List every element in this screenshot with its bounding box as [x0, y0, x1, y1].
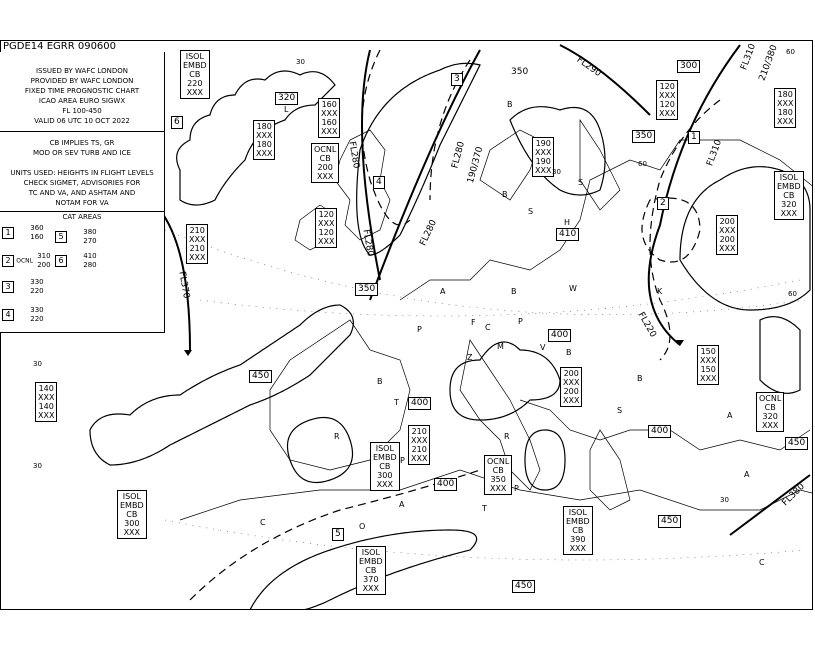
jet-label: 190/370 — [466, 145, 486, 185]
cb-label — [774, 171, 804, 220]
note-line: CHECK SIGMET, ADVISORIES FOR — [23, 179, 141, 187]
cat-top: 310 — [37, 252, 51, 260]
tropopause-height: 320 — [275, 92, 298, 105]
cb-type: CB — [572, 526, 584, 535]
cat-bottom: 280 — [83, 261, 97, 269]
cb-embd: EMBD — [777, 182, 801, 191]
city-marker: B — [377, 377, 383, 386]
turb-base: XXX — [535, 148, 552, 157]
cat-num: 3 — [2, 281, 14, 293]
turb-label — [318, 98, 340, 138]
note-line: CB IMPLIES TS, GR — [49, 139, 115, 147]
cat-top: 380 — [83, 228, 97, 236]
contour-label: 30 — [552, 168, 561, 176]
cat-area-number: 1 — [688, 131, 700, 144]
cb-base: XXX — [780, 209, 798, 218]
ice-top: 120 — [659, 100, 675, 109]
contour-label: 60 — [638, 160, 647, 168]
ice-top: 150 — [700, 365, 716, 374]
city-marker: B — [511, 287, 517, 296]
cb-label — [117, 490, 147, 539]
cb-embd: EMBD — [183, 61, 207, 70]
turb-base: XXX — [38, 393, 55, 402]
cat-bottom: 160 — [30, 233, 44, 241]
cb-area-adriatic — [525, 430, 565, 490]
ice-top: 180 — [256, 140, 272, 149]
cat-areas-title: CAT AREAS — [62, 213, 102, 221]
cat-area-1 — [650, 100, 720, 360]
cb-label — [484, 455, 512, 495]
legend-panel — [0, 52, 165, 333]
tropopause-height: 400 — [648, 425, 671, 438]
cb-top: 320 — [781, 200, 797, 209]
cb-base: XXX — [569, 544, 587, 553]
note-line: MOD OR SEV TURB AND ICE — [33, 149, 131, 157]
turb-top: 120 — [318, 210, 334, 219]
cb-label — [311, 143, 339, 183]
cb-freq: ISOL — [361, 548, 380, 557]
tropopause-height: 350 — [632, 130, 655, 143]
jet-arrow-west — [184, 350, 192, 356]
high-pressure-centre: H — [564, 218, 571, 227]
tropopause-height: 350 — [355, 283, 378, 296]
cb-base: XXX — [376, 480, 394, 489]
ice-top: 160 — [321, 118, 337, 127]
city-marker: T — [482, 504, 487, 513]
tropopause-height: 450 — [512, 580, 535, 593]
jet-label: FL280 — [450, 140, 468, 170]
turb-top: 180 — [777, 90, 793, 99]
ice-base: XXX — [318, 237, 335, 246]
city-marker: K — [657, 287, 663, 296]
city-marker: R — [504, 432, 510, 441]
cb-freq: OCNL — [487, 457, 510, 466]
cat-area-number: 5 — [332, 528, 344, 541]
city-marker: F — [471, 318, 476, 327]
issue-line: FIXED TIME PROGNOSTIC CHART — [24, 87, 140, 95]
turb-label — [186, 224, 208, 264]
cb-top: 200 — [317, 163, 333, 172]
cb-type: CB — [126, 510, 138, 519]
ice-base: XXX — [189, 253, 206, 262]
cb-top: 320 — [762, 412, 778, 421]
city-marker: P — [400, 456, 405, 465]
cb-type: CB — [365, 566, 377, 575]
jet-label: FL290 — [574, 55, 603, 79]
turb-base: XXX — [777, 99, 794, 108]
city-marker: V — [540, 343, 546, 352]
cat-legend-1 — [2, 224, 44, 242]
cb-freq: ISOL — [568, 508, 587, 517]
cat-top: 330 — [30, 278, 44, 286]
cb-top: 390 — [570, 535, 586, 544]
cb-area-spain — [288, 418, 353, 483]
tropopause-height: 400 — [408, 397, 431, 410]
city-marker: O — [359, 522, 366, 531]
turb-label — [697, 345, 719, 385]
turb-top: 150 — [700, 347, 716, 356]
turb-label — [774, 88, 796, 128]
cat-num: 6 — [55, 255, 67, 267]
ice-base: XXX — [256, 149, 273, 158]
jet-label: FL280 — [418, 218, 440, 248]
cat-num: 4 — [2, 309, 14, 321]
jet-label: FL310 — [739, 42, 759, 72]
cat-bottom: 220 — [30, 287, 44, 295]
cb-type: CB — [492, 466, 504, 475]
city-marker: R — [334, 432, 340, 441]
city-marker: P — [518, 317, 523, 326]
cb-freq: ISOL — [185, 52, 204, 61]
cat-top: 360 — [30, 224, 44, 232]
city-marker: B — [502, 190, 508, 199]
city-marker: C — [485, 323, 491, 332]
turb-top: 200 — [563, 369, 579, 378]
chart-header: PGDE14 EGRR 090600 — [3, 41, 117, 52]
cb-label — [356, 546, 386, 595]
ice-top: 190 — [535, 157, 551, 166]
cat-area-number: 4 — [373, 176, 385, 189]
contour-label: 30 — [296, 58, 305, 66]
cat-num: 5 — [55, 231, 67, 243]
city-marker: B — [637, 374, 643, 383]
cb-base: XXX — [761, 421, 779, 430]
cb-base: XXX — [186, 88, 204, 97]
turb-label — [656, 80, 678, 120]
cb-label — [563, 506, 593, 555]
cb-freq: OCNL — [314, 145, 337, 154]
ice-top: 210 — [189, 244, 205, 253]
jet-label: FL220 — [635, 310, 658, 340]
ice-base: XXX — [38, 411, 55, 420]
issue-line: PROVIDED BY WAFC LONDON — [30, 77, 134, 85]
cat-bottom: 220 — [30, 315, 44, 323]
ice-base: XXX — [777, 117, 794, 126]
turb-top: 210 — [411, 427, 427, 436]
cb-freq: ISOL — [122, 492, 141, 501]
note-line: TC AND VA, AND ASHTAM AND — [28, 189, 136, 197]
jet-fl290 — [560, 45, 650, 115]
cb-top: 300 — [124, 519, 140, 528]
city-marker: A — [440, 287, 446, 296]
note-line — [0, 158, 164, 168]
tropopause-height: 300 — [677, 60, 700, 73]
turb-label — [408, 425, 430, 465]
issue-line: ICAO AREA EURO SIGWX — [38, 97, 126, 105]
turb-label — [560, 367, 582, 407]
cb-label — [756, 392, 784, 432]
turb-base: XXX — [700, 356, 717, 365]
issue-line: ISSUED BY WAFC LONDON — [35, 67, 129, 75]
cat-area-4 — [362, 50, 410, 225]
turb-top: 120 — [659, 82, 675, 91]
note-line: UNITS USED: HEIGHTS IN FLIGHT LEVELS — [10, 169, 154, 177]
jet-label: FL280 — [360, 228, 375, 258]
contour-label: 30 — [33, 360, 42, 368]
ice-base: XXX — [700, 374, 717, 383]
ice-base: XXX — [321, 127, 338, 136]
cb-type: CB — [319, 154, 331, 163]
cat-area-number: 2 — [657, 197, 669, 210]
tropopause-height: 450 — [249, 370, 272, 383]
jet-label: FL370 — [176, 270, 191, 300]
turb-top: 160 — [321, 100, 337, 109]
ice-top: 200 — [719, 235, 735, 244]
cb-embd: EMBD — [373, 453, 397, 462]
tropopause-height: 410 — [556, 228, 579, 241]
cb-top: 370 — [363, 575, 379, 584]
turb-base: XXX — [563, 378, 580, 387]
notes-block — [0, 134, 164, 212]
ice-base: XXX — [535, 166, 552, 175]
ice-top: 210 — [411, 445, 427, 454]
cb-type: CB — [764, 403, 776, 412]
cb-top: 350 — [490, 475, 506, 484]
ice-top: 120 — [318, 228, 334, 237]
cb-embd: EMBD — [120, 501, 144, 510]
turb-label — [716, 215, 738, 255]
turb-base: XXX — [719, 226, 736, 235]
turb-label — [35, 382, 57, 422]
cb-base: XXX — [316, 172, 334, 181]
tropopause-height: 450 — [785, 437, 808, 450]
city-marker: W — [569, 284, 577, 293]
turb-top: 200 — [719, 217, 735, 226]
ice-base: XXX — [659, 109, 676, 118]
cat-prefix: OCNL — [16, 257, 33, 265]
cat-legend-6 — [55, 252, 97, 270]
cat-bottom: 270 — [83, 237, 97, 245]
turb-base: XXX — [318, 219, 335, 228]
cat-legend-3 — [2, 278, 44, 296]
cat-top: 410 — [83, 252, 97, 260]
issue-block — [0, 52, 164, 132]
low-pressure-centre: L — [284, 105, 289, 114]
cb-label — [370, 442, 400, 491]
cb-base: XXX — [362, 584, 380, 593]
cb-freq: ISOL — [375, 444, 394, 453]
ice-base: XXX — [563, 396, 580, 405]
jet-label: FL280 — [346, 140, 361, 170]
cat-legend-5 — [55, 228, 97, 246]
tropopause-height: 400 — [548, 329, 571, 342]
city-marker: A — [744, 470, 750, 479]
cb-top: 300 — [377, 471, 393, 480]
city-marker: T — [394, 398, 399, 407]
turb-base: XXX — [659, 91, 676, 100]
city-marker: P — [417, 325, 422, 334]
jet-label: 210/380 — [757, 43, 780, 83]
cb-top: 220 — [187, 79, 203, 88]
turb-label — [253, 120, 275, 160]
turb-label — [315, 208, 337, 248]
ice-base: XXX — [719, 244, 736, 253]
city-marker: B — [566, 348, 572, 357]
cb-freq: ISOL — [779, 173, 798, 182]
turb-top: 180 — [256, 122, 272, 131]
turb-base: XXX — [411, 436, 428, 445]
city-marker: A — [399, 500, 405, 509]
cat-area-number: 6 — [171, 116, 183, 129]
jet-label: FL380 — [780, 481, 807, 509]
contour-label: 60 — [788, 290, 797, 298]
tropopause-height: 450 — [658, 515, 681, 528]
cb-regions — [90, 63, 810, 610]
ice-top: 140 — [38, 402, 54, 411]
issue-line: VALID 06 UTC 10 OCT 2022 — [34, 117, 130, 125]
cb-type: CB — [379, 462, 391, 471]
turb-base: XXX — [321, 109, 338, 118]
cat-area-number: 3 — [451, 73, 463, 86]
city-marker: B — [507, 100, 513, 109]
city-marker: S — [578, 178, 584, 187]
city-marker: A — [727, 411, 733, 420]
cat-legend-4 — [2, 306, 44, 324]
cb-embd: EMBD — [359, 557, 383, 566]
contour-label: 60 — [786, 48, 795, 56]
jet-label: FL310 — [705, 138, 725, 168]
note-line: NOTAM FOR VA — [55, 199, 109, 207]
cat-num: 1 — [2, 227, 14, 239]
cat-legend-2 — [2, 252, 51, 270]
cb-area-caucasus — [760, 317, 800, 394]
ice-top: 200 — [563, 387, 579, 396]
turb-top: 140 — [38, 384, 54, 393]
cb-base: XXX — [123, 528, 141, 537]
city-marker: P — [514, 484, 519, 493]
cb-type: CB — [189, 70, 201, 79]
jet-fl280-b — [370, 50, 480, 300]
cb-base: XXX — [489, 484, 507, 493]
turb-top: 210 — [189, 226, 205, 235]
city-marker: C — [260, 518, 266, 527]
cb-freq: OCNL — [759, 394, 782, 403]
cb-type: CB — [783, 191, 795, 200]
cb-embd: EMBD — [566, 517, 590, 526]
ice-base: XXX — [411, 454, 428, 463]
contour-label: 30 — [720, 496, 729, 504]
ice-top: 180 — [777, 108, 793, 117]
contour-label: 30 — [33, 462, 42, 470]
cb-area-scandinavia — [510, 107, 605, 195]
city-marker: S — [528, 207, 534, 216]
city-marker: Z — [467, 353, 473, 362]
turb-base: XXX — [189, 235, 206, 244]
cat-num: 2 — [2, 255, 14, 267]
turb-base: XXX — [256, 131, 273, 140]
turb-top: 190 — [535, 139, 551, 148]
city-marker: M — [497, 342, 504, 351]
city-marker: C — [759, 558, 765, 567]
tropopause-height: 400 — [434, 478, 457, 491]
cat-bottom: 200 — [37, 261, 51, 269]
cb-label — [180, 50, 210, 99]
city-marker: S — [617, 406, 623, 415]
cat-top: 330 — [30, 306, 44, 314]
issue-line: FL 100-450 — [62, 107, 102, 115]
tropopause-height: 350 — [511, 67, 529, 77]
